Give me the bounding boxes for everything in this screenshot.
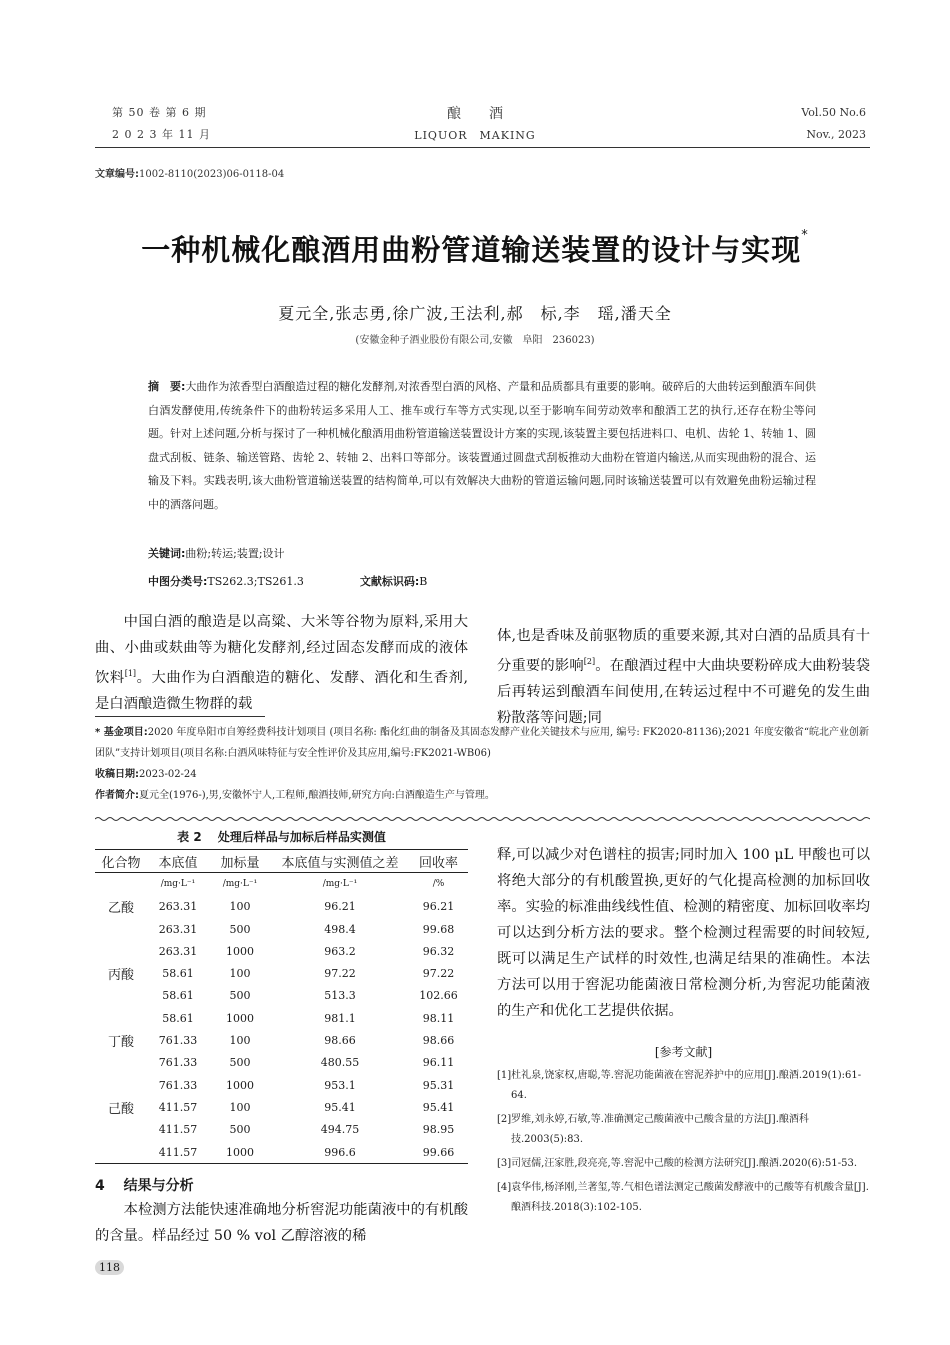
- table-cell: 761.33: [158, 1078, 198, 1092]
- header-right: [801, 102, 866, 146]
- table-header-cell: 回收率: [418, 855, 458, 871]
- table-row: [95, 918, 468, 940]
- table-cell: 丙酸: [107, 968, 134, 984]
- table-cell: 100: [229, 967, 251, 981]
- table-cell: [95, 1007, 147, 1029]
- table-cell: 996.6: [324, 1145, 356, 1159]
- table-caption: 表 2 处理后样品与加标后样品实测值: [177, 830, 386, 844]
- table-cell: 97.22: [422, 967, 455, 981]
- table-row: [95, 940, 468, 962]
- section-heading: 4 结果与分析: [95, 1178, 194, 1194]
- table-unit-cell: /mg·L⁻¹: [222, 879, 258, 890]
- table-cell: 263.31: [158, 900, 198, 914]
- footnote-rule: [95, 716, 265, 717]
- table-cell: 1000: [226, 1011, 254, 1025]
- table-cell: 761.33: [158, 1034, 198, 1048]
- table-cell: 263.31: [158, 922, 198, 936]
- citation: [2]: [583, 657, 596, 667]
- intro-left-column: 中国白酒的酿造是以高粱、大米等谷物为原料,采用大曲、小曲或麸曲等为糖化发酵剂,经过固态发酵而成的液体饮料[1]。大曲作为白酒酿造的糖化、发酵、酒化和生香剂,是白酒酿造微生物群的载: [95, 614, 469, 712]
- table-cell: [95, 918, 147, 940]
- table-cell: 500: [229, 922, 251, 936]
- table-row: [95, 1096, 468, 1118]
- section4-text: 本检测方法能快速准确地分析窖泥功能菌液中的有机酸的含量。样品经过 50 % vol 乙醇溶液的稀: [95, 1202, 468, 1244]
- table-cell: 98.11: [422, 1011, 455, 1025]
- table-cell: 100: [229, 1034, 251, 1048]
- date-cn: 2 0 2 3 年 11 月: [112, 128, 211, 141]
- table-unit-cell: [95, 873, 147, 896]
- reference-item: [2]罗维,刘永婷,石敏,等.准确测定己酸菌液中己酸含量的方法[J].酿酒科技.2003(5):83.: [497, 1114, 809, 1145]
- data-table: [95, 849, 468, 1164]
- table-cell: 58.61: [162, 989, 194, 1003]
- table-cell: 98.95: [422, 1123, 455, 1137]
- keywords: 关键词:曲粉;转运;装置;设计: [148, 547, 285, 560]
- table-cell: 411.57: [158, 1123, 198, 1137]
- table-cell: 98.66: [324, 1034, 356, 1048]
- table-row: [95, 1029, 468, 1051]
- table-row: [95, 1052, 468, 1074]
- citation: [1]: [124, 669, 137, 678]
- table-cell: 513.3: [324, 989, 356, 1003]
- table-cell: 96.32: [422, 944, 455, 958]
- page-title: 一种机械化酿酒用曲粉管道输送装置的设计与实现*: [141, 228, 809, 267]
- table-cell: 96.21: [422, 900, 455, 914]
- table-cell: 494.75: [320, 1123, 360, 1137]
- table-row: [95, 985, 468, 1007]
- table-cell: 500: [229, 1123, 251, 1137]
- volume-en: Vol.50 No.6: [801, 106, 866, 119]
- intro-right-column: 体,也是香味及前驱物质的重要来源,其对白酒的品质具有十分重要的影响[2]。在酿酒过程中大曲块要粉碎成大曲粉装袋后再转运到酿酒车间使用,在转运过程中不可避免的发生曲粉散落等问题;同: [497, 628, 870, 727]
- table-cell: 100: [229, 900, 251, 914]
- affiliation: (安徽金种子酒业股份有限公司,安徽 阜阳 236023): [355, 335, 595, 346]
- table-cell: [95, 1074, 147, 1096]
- table-units-row: [95, 873, 468, 896]
- table-row: [95, 1141, 468, 1164]
- table-cell: 411.57: [158, 1145, 198, 1159]
- reference-item: [4]袁华伟,杨泽刚,兰著玺,等.气相色谱法测定己酸菌发酵液中的己酸等有机酸含量[J].酿酒科技.2018(3):102-105.: [497, 1182, 869, 1213]
- classification: 中图分类号:TS262.3;TS261.3 文献标识码:B: [148, 575, 428, 588]
- volume-issue: 第 50 卷 第 6 期: [112, 106, 207, 119]
- table-cell: 963.2: [324, 944, 356, 958]
- table-cell: 100: [229, 1100, 251, 1114]
- table-cell: 99.66: [422, 1145, 455, 1159]
- table-header-cell: 化合物: [101, 855, 141, 871]
- table-cell: 1000: [226, 944, 254, 958]
- table-header-cell: 加标量: [220, 855, 260, 871]
- table-unit-cell: /mg·L⁻¹: [322, 879, 358, 890]
- table-row: [95, 962, 468, 984]
- table-cell: 98.66: [422, 1034, 455, 1048]
- table-cell: [95, 1119, 147, 1141]
- table-cell: 953.1: [324, 1078, 356, 1092]
- table-cell: 480.55: [320, 1056, 360, 1070]
- table-cell: 96.11: [422, 1056, 455, 1070]
- references-heading: [参考文献]: [654, 1045, 713, 1059]
- abstract-label: 摘 要:: [148, 380, 186, 393]
- table-cell: 96.21: [324, 900, 356, 914]
- table-row: [95, 1007, 468, 1029]
- table-row: [95, 896, 468, 918]
- article-number: 文章编号:1002-8110(2023)06-0118-04: [95, 169, 285, 180]
- abstract-text: 大曲作为浓香型白酒酿造过程的糖化发酵剂,对浓香型白酒的风格、产量和品质都具有重要的影响。破碎后的大曲转运到酿酒车间供白酒发酵使用,传统条件下的曲粉转运多采用人工、推车或行车等方式实现,以至于影响车间劳动效率和酿酒工艺的执行,还存在粉尘等问题。针对上述问题,分析与探讨了一种机械化酿酒用曲粉管道输送装置设计方案的实现,该装置主要包括进料口、电机、齿轮 1、转轴 1、圆盘式刮板、链条、输送管路、齿轮 2、转轴 2、出料口等部分。该装置通过圆盘式刮板推动大曲粉在管道内输送,从而实现曲粉的混合、运输及下料。实践表明,该大曲粉管道输送装置的结构简单,可以有效解决大曲粉的管道运输问题,同时该输送装置可以有效避免曲粉运输过程中的洒落问题。: [148, 380, 816, 511]
- reference-item: [3]司冠儒,汪家胜,段亮亮,等.窖泥中己酸的检测方法研究[J].酿酒.2020(6):51-53.: [497, 1158, 858, 1169]
- table-cell: [95, 1141, 147, 1164]
- table-cell: 97.22: [324, 967, 356, 981]
- table-row: [95, 1074, 468, 1096]
- abstract: [148, 375, 816, 516]
- wavy-divider: [95, 816, 870, 822]
- table-cell: 95.41: [422, 1100, 455, 1114]
- table-cell: 95.31: [422, 1078, 455, 1092]
- table-cell: 58.61: [162, 967, 194, 981]
- table-cell: 95.41: [324, 1100, 356, 1114]
- title-footnote-mark: *: [801, 228, 809, 243]
- table-row: [95, 1119, 468, 1141]
- table-cell: [95, 985, 147, 1007]
- reference-item: [1]杜礼泉,饶家权,唐聪,等.窖泥功能菌液在窖泥养护中的应用[J].酿酒.2019(1):61-64.: [497, 1070, 862, 1101]
- table-cell: 263.31: [158, 944, 198, 958]
- table-cell: [95, 1052, 147, 1074]
- table-cell: 411.57: [158, 1100, 198, 1114]
- table-cell: 乙酸: [107, 901, 134, 917]
- table-cell: 498.4: [324, 922, 356, 936]
- table-cell: 丁酸: [107, 1035, 134, 1051]
- table-cell: 500: [229, 1056, 251, 1070]
- table-cell: 99.68: [422, 922, 455, 936]
- table-header-cell: 本底值与实测值之差: [281, 855, 399, 871]
- journal-name-cn: 酿 酒: [447, 106, 503, 122]
- header-rule: [95, 147, 870, 148]
- table-cell: 己酸: [107, 1101, 134, 1117]
- date-en: Nov., 2023: [806, 128, 866, 141]
- table-unit-cell: /mg·L⁻¹: [160, 879, 196, 890]
- table-header-row: [95, 850, 468, 873]
- table-2: [95, 828, 468, 1164]
- page-number: 118: [95, 1260, 124, 1275]
- journal-name-en: LIQUOR MAKING: [414, 129, 536, 142]
- references-list: [497, 1066, 870, 1222]
- received-date: 收稿日期:2023-02-24: [95, 769, 197, 780]
- table-cell: 500: [229, 989, 251, 1003]
- table-cell: 1000: [226, 1078, 254, 1092]
- footnotes: [95, 722, 875, 806]
- table-unit-cell: /%: [432, 879, 445, 890]
- table-header-cell: 本底值: [158, 855, 198, 871]
- right-column-text: 释,可以减少对色谱柱的损害;同时加入 100 μL 甲酸也可以将绝大部分的有机酸置换,更好的气化提高检测的加标回收率。实验的标准曲线线性值、检测的精密度、加标回收率均可以达到分析方法的要求。整个检测过程需要的时间较短,既可以满足生产试样的时效性,也满足结果的准确性。本法方法可以用于窖泥功能菌液日常检测分析,为窖泥功能菌液的生产和优化工艺提供依据。: [497, 847, 870, 1020]
- table-cell: 1000: [226, 1145, 254, 1159]
- table-cell: 981.1: [324, 1011, 356, 1025]
- author-bio: 作者简介:夏元全(1976-),男,安徽怀宁人,工程师,酿酒技师,研究方向:白酒酿造生产与管理。: [95, 790, 495, 801]
- table-cell: 102.66: [419, 989, 458, 1003]
- authors: 夏元全,张志勇,徐广波,王法利,郝 标,李 瑶,潘天全: [278, 304, 672, 323]
- table-cell: 58.61: [162, 1011, 194, 1025]
- fund-note: * 基金项目:2020 年度阜阳市自筹经费科技计划项目 (项目名称: 酯化红曲的制备及其固态发酵产业化关键技术与应用, 编号: FK2020-81136);2021 年度安徽省“皖北产业创新团队”支持计划项目(项目名称:白酒风味特征与安全性评价及其应用,编号:FK2021-WB06): [95, 727, 869, 759]
- table-cell: 761.33: [158, 1056, 198, 1070]
- table-cell: [95, 940, 147, 962]
